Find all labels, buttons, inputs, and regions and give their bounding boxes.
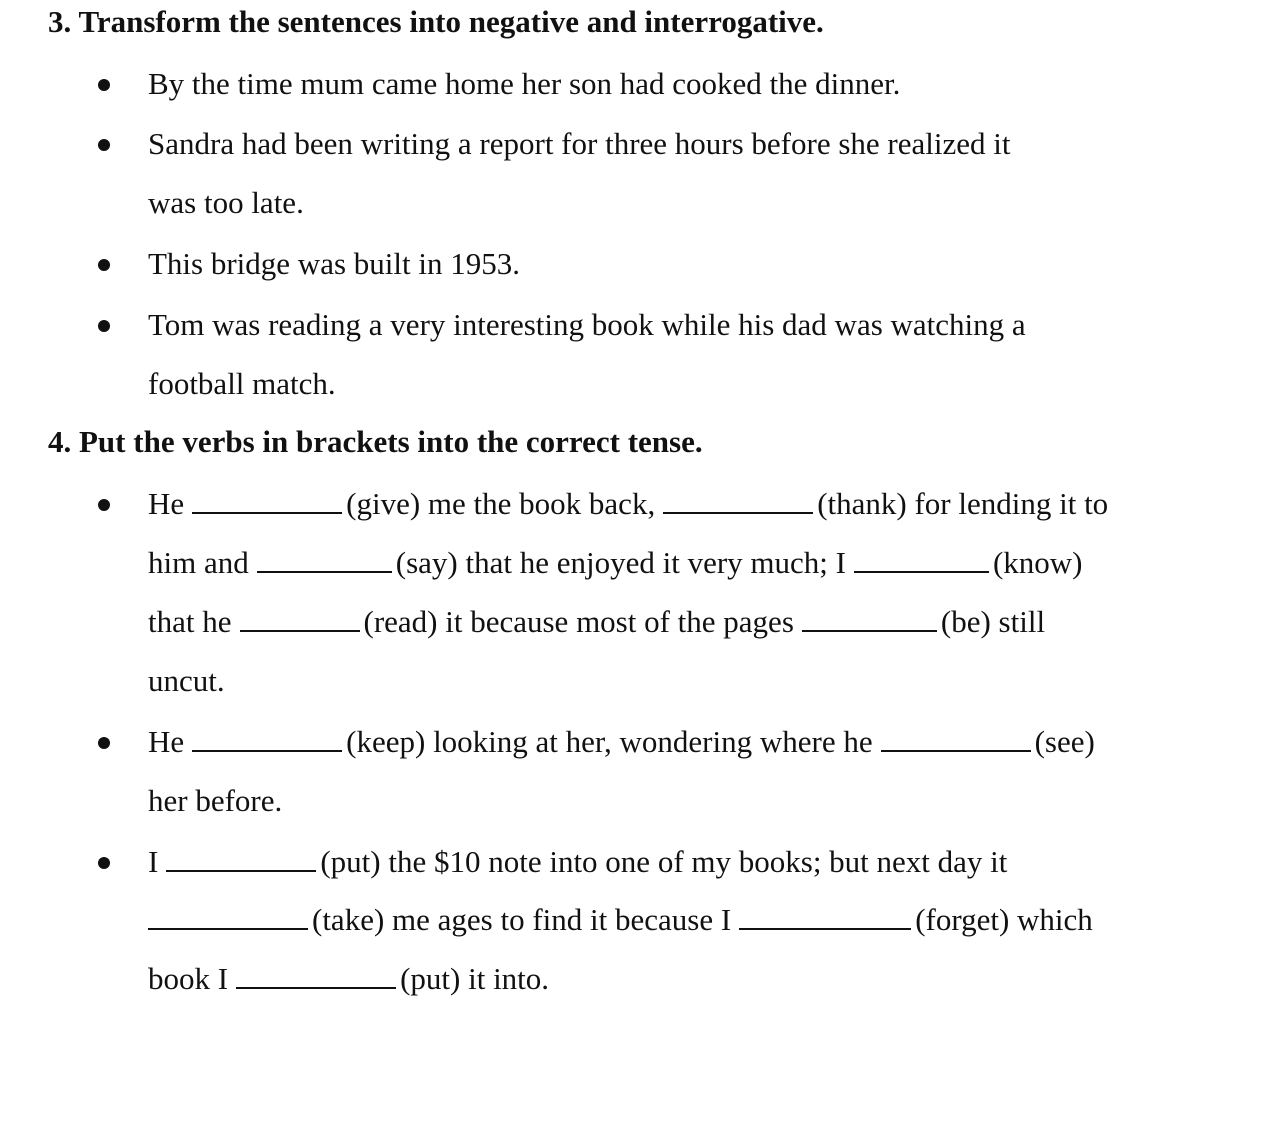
bullet	[98, 259, 110, 271]
s4-item1-line3	[148, 602, 1045, 642]
answer-blank[interactable]	[192, 486, 342, 514]
text: (say) that he enjoyed it very much; I	[395, 545, 846, 580]
bullet	[98, 79, 110, 91]
text: He	[148, 724, 185, 759]
s3-item4-line1: Tom was reading a very interesting book while his dad was watching a	[148, 307, 1026, 342]
text: (take) me ages to find it because I	[312, 902, 732, 937]
answer-blank[interactable]	[192, 724, 342, 752]
text: I	[148, 844, 159, 879]
answer-blank[interactable]	[854, 545, 989, 573]
bullet	[98, 499, 110, 511]
answer-blank[interactable]	[166, 844, 316, 872]
text: (put) it into.	[400, 961, 550, 996]
text: (read) it because most of the pages	[363, 604, 794, 639]
s3-item1-line1: By the time mum came home her son had cooked the dinner.	[148, 66, 901, 101]
s4-item1-line1	[148, 484, 1108, 524]
answer-blank[interactable]	[257, 545, 392, 573]
s4-item1-line2	[148, 543, 1083, 583]
text: (see)	[1034, 724, 1095, 759]
s4-item3-line3	[148, 959, 549, 999]
text: He	[148, 486, 185, 521]
s4-item2-line1	[148, 722, 1095, 762]
s3-item2-line2: was too late.	[148, 185, 304, 220]
section-4-heading: 4. Put the verbs in brackets into the correct tense.	[48, 424, 703, 459]
s3-item3-line1: This bridge was built in 1953.	[148, 246, 520, 281]
answer-blank[interactable]	[240, 604, 360, 632]
s3-item4-line2: football match.	[148, 366, 336, 401]
section-3-heading: 3. Transform the sentences into negative and interrogative.	[48, 4, 824, 39]
answer-blank[interactable]	[881, 724, 1031, 752]
answer-blank[interactable]	[148, 902, 308, 930]
bullet	[98, 139, 110, 151]
text: him and	[148, 545, 249, 580]
text: that he	[148, 604, 232, 639]
text: (thank) for lending it to	[817, 486, 1109, 521]
text: (give) me the book back,	[346, 486, 656, 521]
bullet	[98, 857, 110, 869]
bullet	[98, 320, 110, 332]
s4-item3-line2	[148, 900, 1093, 940]
bullet	[98, 737, 110, 749]
answer-blank[interactable]	[663, 486, 813, 514]
text: (put) the $10 note into one of my books; but next day it	[320, 844, 1008, 879]
s4-item1-line4: uncut.	[148, 663, 225, 698]
answer-blank[interactable]	[802, 604, 937, 632]
s4-item3-line1	[148, 842, 1007, 882]
text: book I	[148, 961, 229, 996]
answer-blank[interactable]	[236, 961, 396, 989]
s3-item2-line1: Sandra had been writing a report for three hours before she realized it	[148, 126, 1011, 161]
s4-item2-line2: her before.	[148, 783, 283, 818]
text: (know)	[992, 545, 1083, 580]
text: (be) still	[940, 604, 1046, 639]
text: (forget) which	[915, 902, 1093, 937]
answer-blank[interactable]	[739, 902, 911, 930]
text: (keep) looking at her, wondering where he	[346, 724, 873, 759]
